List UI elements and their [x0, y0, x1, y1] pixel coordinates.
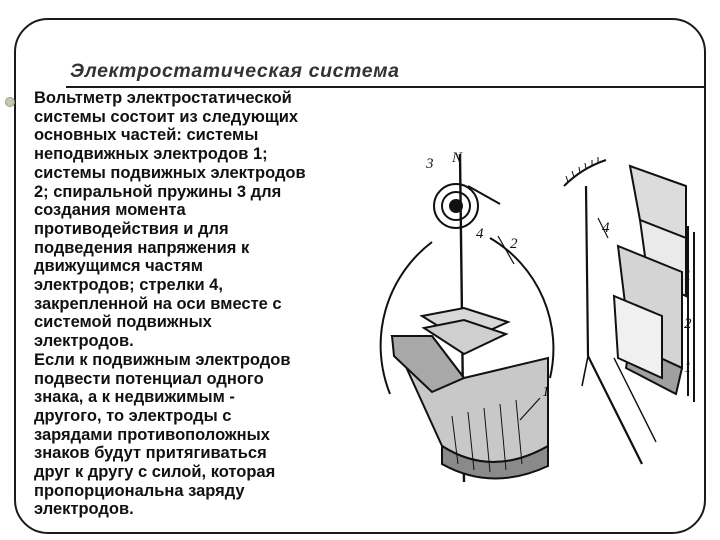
label-pointer: 4: [476, 226, 484, 242]
spiral-spring-icon: [434, 184, 478, 228]
body-line: друг к другу с силой, которая: [34, 463, 276, 482]
label-fixed: 1: [542, 384, 550, 400]
pointer-needle: [586, 186, 588, 356]
label-moving: 2: [510, 236, 518, 252]
body-line: системой подвижных: [34, 313, 212, 332]
body-line: системы подвижных электродов: [34, 163, 306, 182]
label-pointer: 4: [602, 220, 610, 236]
body-line: знаков будут притягиваться: [34, 444, 267, 463]
body-line: движущимся частям: [34, 257, 203, 276]
frame-arc-right: [490, 238, 553, 378]
title-underline: [66, 86, 706, 88]
body-line: Вольтметр электростатической: [34, 89, 292, 107]
label-spring: 3: [426, 156, 434, 172]
body-line: электродов.: [34, 500, 134, 519]
body-line: 2; спиральной пружины 3 для: [34, 182, 282, 201]
label-moving: 2: [684, 316, 692, 332]
label-pointer-n: N: [452, 150, 463, 166]
slide-title: Электростатическая система: [70, 60, 400, 82]
body-line: создания момента: [34, 201, 186, 220]
body-line: подведения напряжения к: [34, 238, 250, 257]
body-line: другого, то электроды с: [34, 406, 232, 425]
body-line: знака, а к недвижимым -: [34, 388, 235, 407]
body-line: пропорциональна заряду: [34, 481, 245, 500]
body-line: системы состоит из следующих: [34, 107, 299, 126]
body-line: электродов; стрелки 4,: [34, 276, 223, 295]
label-fixed: 1: [684, 268, 692, 284]
voltmeter-sector-diagram: [372, 146, 558, 492]
body-line: неподвижных электродов 1;: [34, 145, 268, 164]
label-fixed-lower: 1: [684, 360, 692, 376]
body-line: Если к подвижным электродов: [34, 350, 291, 369]
slide-body-text: [34, 89, 384, 519]
body-line: электродов.: [34, 332, 134, 351]
voltmeter-plate-diagram: [558, 146, 698, 486]
body-line: противодействия и для: [34, 219, 229, 238]
bullet-icon: [5, 97, 15, 107]
body-line: подвести потенциал одного: [34, 369, 264, 388]
body-line: закрепленной на оси вместе с: [34, 294, 282, 313]
body-line: основных частей: системы: [34, 126, 259, 145]
body-line: зарядами противоположных: [34, 425, 270, 444]
